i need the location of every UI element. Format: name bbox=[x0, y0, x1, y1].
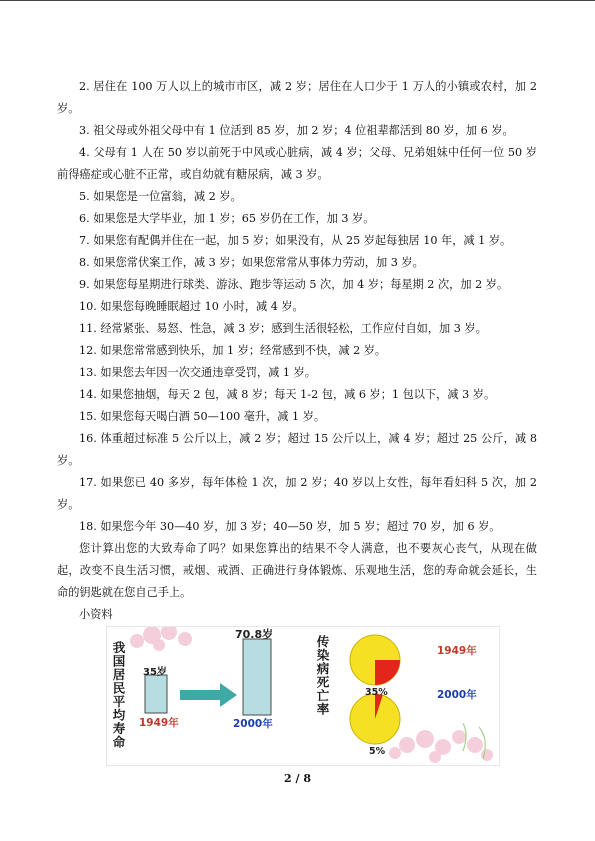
paragraph-10: 10. 如果您每晚睡眠超过 10 小时，减 4 岁。 bbox=[79, 300, 304, 313]
bar-1949 bbox=[145, 675, 167, 713]
paragraph-4: 4. 父母有 1 人在 50 岁以前死于中风或心脏病，减 4 岁；父母、兄弟姐妹中任何一位 50 岁前得癌症或心脏不正常，或自幼就有糖尿病，减 3 岁。 bbox=[57, 146, 537, 181]
paragraph-17: 17. 如果您已 40 多岁，每年体检 1 次，加 2 岁；40 岁以上女性，每年看妇科 5 次，加 2 岁。 bbox=[57, 476, 537, 511]
note-label: 小资料 bbox=[79, 608, 113, 621]
paragraph-5: 5. 如果您是一位富翁，减 2 岁。 bbox=[79, 190, 242, 203]
growth-arrow-icon bbox=[180, 683, 237, 707]
page-number: 2 / 8 bbox=[284, 772, 311, 785]
pie-2000-value: 5% bbox=[369, 746, 386, 757]
life-expectancy-title: 我国居民平均寿命 bbox=[111, 641, 126, 749]
pie-1949-value: 35% bbox=[365, 687, 388, 698]
pie-2000-year: 2000年 bbox=[437, 689, 477, 701]
paragraph-7: 7. 如果您有配偶并住在一起，加 5 岁；如果没有，从 25 岁起每独居 10 年，减 1 岁。 bbox=[79, 234, 512, 247]
bar-2000 bbox=[243, 639, 271, 715]
paragraph-16: 16. 体重超过标准 5 公斤以上，减 2 岁；超过 15 公斤以上，减 4 岁；超过 25 公斤，减 8 岁。 bbox=[57, 432, 537, 467]
paragraph-6: 6. 如果您是大学毕业，加 1 岁；65 岁仍在工作，加 3 岁。 bbox=[79, 212, 375, 225]
life-2000-value: 70.8岁 bbox=[235, 628, 274, 641]
paragraph-2: 2. 居住在 100 万人以上的城市市区，减 2 岁；居住在人口少于 1 万人的小镇或农村，加 2 岁。 bbox=[57, 80, 537, 115]
paragraph-9: 9. 如果您每星期进行球类、游泳、跑步等运动 5 次，加 4 岁；每星期 2 次，加 2 岁。 bbox=[79, 278, 509, 291]
paragraph-15: 15. 如果您每天喝白酒 50—100 毫升，减 1 岁。 bbox=[79, 410, 326, 423]
pie-2000 bbox=[350, 694, 400, 744]
paragraph-12: 12. 如果您常常感到快乐，加 1 岁；经常感到不快，减 2 岁。 bbox=[79, 344, 387, 357]
paragraph-14: 14. 如果您抽烟，每天 2 包，减 8 岁；每天 1-2 包，减 6 岁；1 包以下，减 3 岁。 bbox=[79, 388, 496, 401]
life-2000-year: 2000年 bbox=[233, 718, 273, 730]
info-figure bbox=[106, 626, 500, 766]
life-1949-value: 35岁 bbox=[143, 667, 167, 678]
document-body bbox=[57, 76, 537, 626]
paragraph-18: 18. 如果您今年 30—40 岁，加 3 岁；40—50 岁，加 5 岁；超过 70 岁，加 6 岁。 bbox=[79, 520, 501, 533]
header-rule bbox=[0, 0, 595, 1]
paragraph-11: 11. 经常紧张、易怒、性急，减 3 岁；感到生活很轻松，工作应付自如，加 3 岁。 bbox=[79, 322, 487, 335]
flower-decoration-bottom-right bbox=[389, 730, 493, 763]
life-1949-year: 1949年 bbox=[139, 717, 179, 729]
disease-death-rate-title: 传染病死亡率 bbox=[315, 635, 330, 716]
pie-1949 bbox=[350, 635, 400, 685]
pie-1949-year: 1949年 bbox=[437, 645, 477, 657]
closing-paragraph: 您计算出您的大致寿命了吗？如果您算出的结果不令人满意，也不要灰心丧气，从现在做起，改变不良生活习惯，戒烟、戒酒、正确进行身体锻炼、乐观地生活，您的寿命就会延长，生命的钥匙就在您自己手上。 bbox=[57, 542, 537, 599]
paragraph-13: 13. 如果您去年因一次交通违章受罚，减 1 岁。 bbox=[79, 366, 316, 379]
paragraph-3: 3. 祖父母或外祖父母中有 1 位活到 85 岁，加 2 岁；4 位祖辈都活到 80 岁，加 6 岁。 bbox=[79, 124, 514, 137]
paragraph-8: 8. 如果您常伏案工作，减 3 岁；如果您常常从事体力劳动，加 3 岁。 bbox=[79, 256, 424, 269]
flower-decoration-top-left bbox=[130, 627, 192, 651]
